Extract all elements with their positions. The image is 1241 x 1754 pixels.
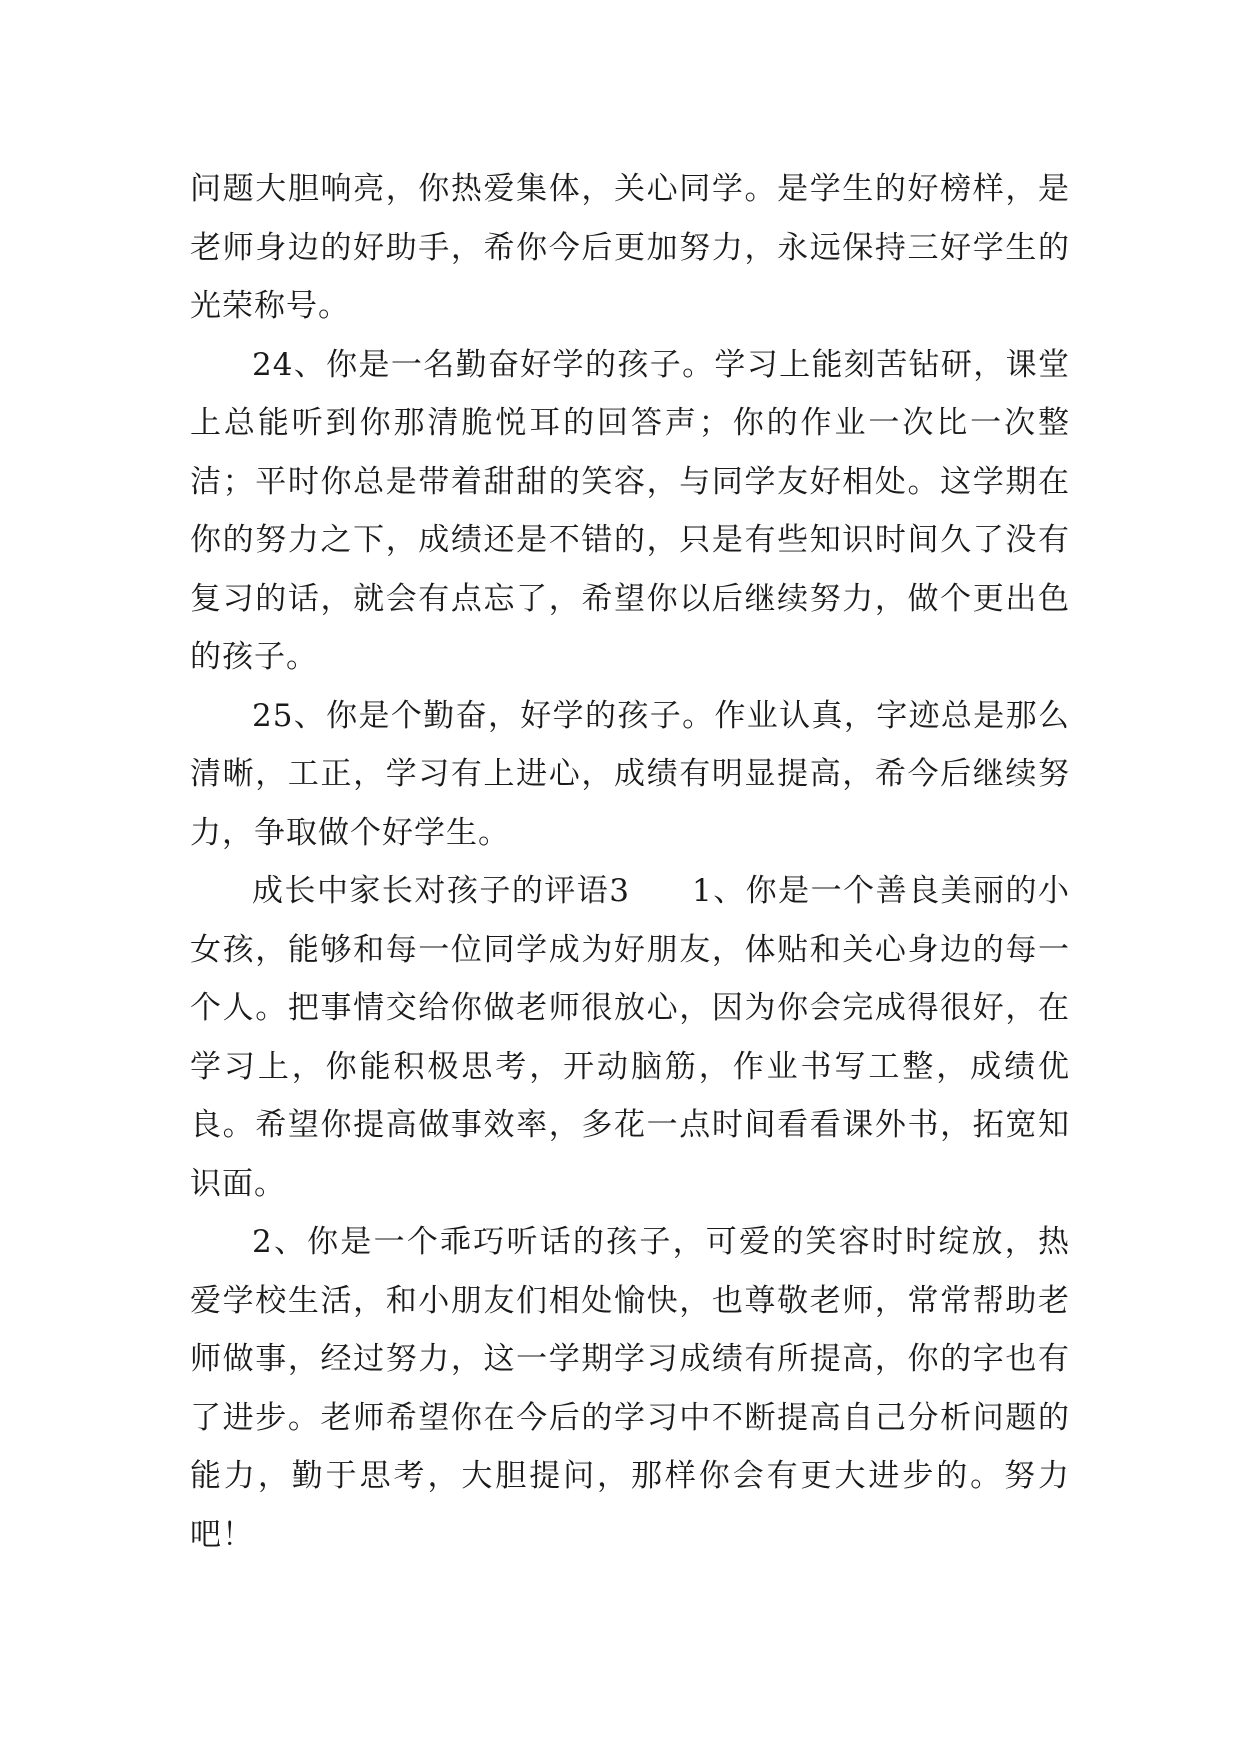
paragraph-comment-1: 1、你是一个善良美丽的小女孩，能够和每一位同学成为好朋友，体贴和关心身边的每一个人。把事情交给你做老师很放心，因为你会完成得很好，在学习上，你能积极思考，开动脑筋，作业书写工整，成绩优良。希望你提高做事效率，多花一点时间看看课外书，拓宽知识面。 bbox=[190, 873, 1070, 1202]
paragraph-section-3 bbox=[190, 862, 1070, 1213]
paragraph-comment-2: 2、你是一个乖巧听话的孩子，可爱的笑容时时绽放，热爱学校生活，和小朋友们相处愉快，也尊敬老师，常常帮助老师做事，经过努力，这一学期学习成绩有所提高，你的字也有了进步。老师希望你在今后的学习中不断提高自己分析问题的能力，勤于思考，大胆提问，那样你会有更大进步的。努力吧！ bbox=[190, 1224, 1070, 1553]
paragraph-comment-24: 24、你是一名勤奋好学的孩子。学习上能刻苦钻研，课堂上总能听到你那清脆悦耳的回答声；你的作业一次比一次整洁；平时你总是带着甜甜的笑容，与同学友好相处。这学期在你的努力之下，成绩还是不错的，只是有些知识时间久了没有复习的话，就会有点忘了，希望你以后继续努力，做个更出色的孩子。 bbox=[190, 346, 1070, 675]
paragraph-continuation: 问题大胆响亮，你热爱集体，关心同学。是学生的好榜样，是老师身边的好助手，希你今后更加努力，永远保持三好学生的光荣称号。 bbox=[190, 171, 1070, 324]
paragraph-comment-25: 25、你是个勤奋，好学的孩子。作业认真，字迹总是那么清晰，工正，学习有上进心，成绩有明显提高，希今后继续努力，争取做个好学生。 bbox=[190, 697, 1070, 851]
section-heading: 成长中家长对孩子的评语3 bbox=[252, 873, 630, 909]
document-body bbox=[190, 160, 1070, 1564]
